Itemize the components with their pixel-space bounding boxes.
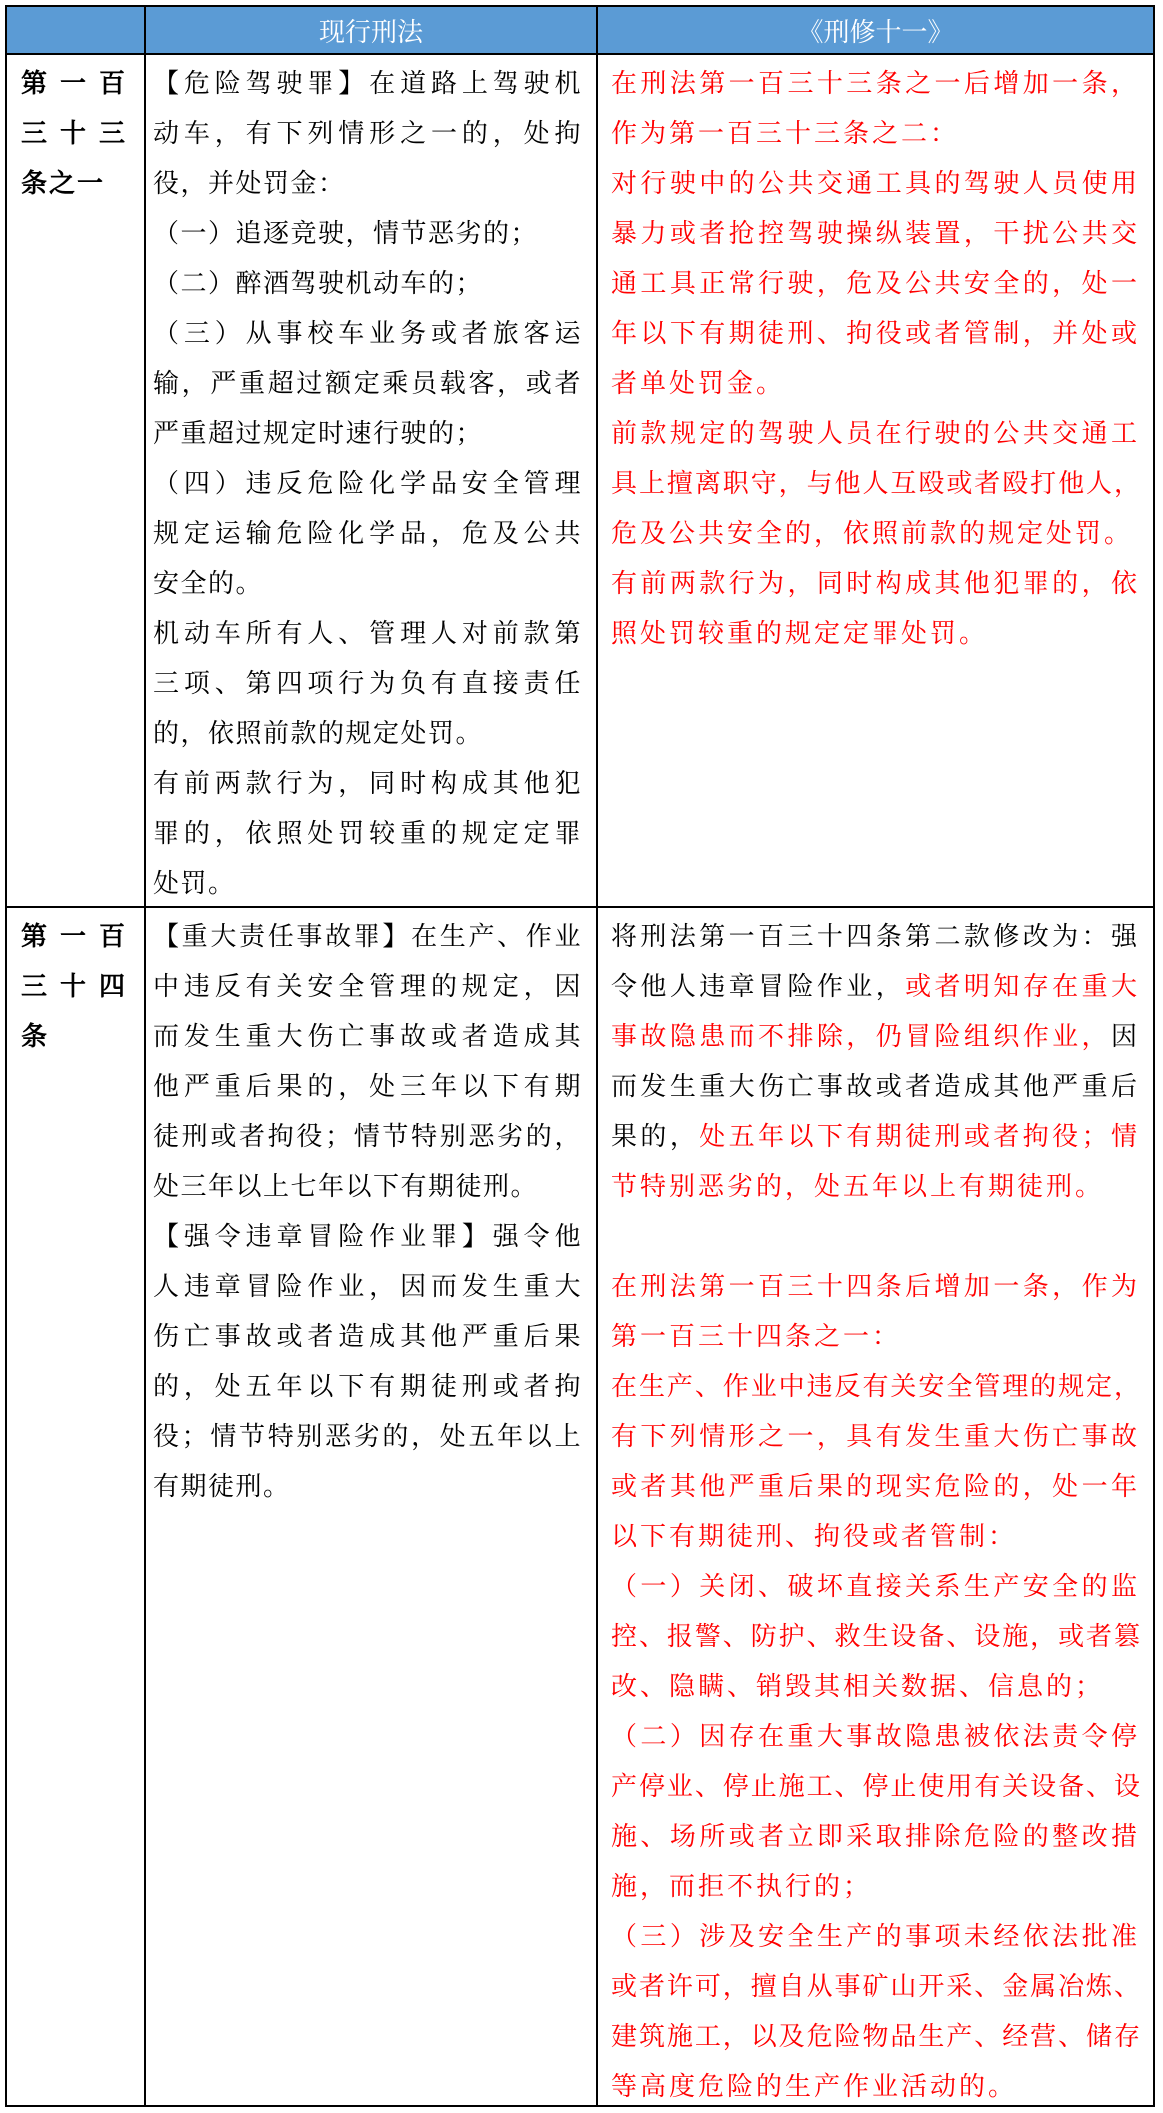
amendment-line — [611, 109, 1140, 159]
amendment-line — [611, 509, 1140, 559]
amendment-segment: （三）涉及安全生产的事项未经依法批准 — [611, 1922, 1140, 1951]
current-law-line: 徒刑或者拘役；情节特别恶劣的， — [153, 1122, 582, 1151]
amendment-cell — [598, 55, 1155, 908]
current-law-cell — [146, 908, 598, 2107]
current-law-line: 输，严重超过额定乘员载客，或者 — [153, 369, 582, 398]
current-law-line: 安全的。 — [153, 569, 264, 598]
article-label-line: 第一百 — [21, 69, 127, 98]
current-law-line: 【危险驾驶罪】在道路上驾驶机 — [153, 69, 582, 98]
amendment-segment: 或者明知存在重大 — [905, 972, 1140, 1001]
amendment-cell — [598, 908, 1155, 2107]
current-law-line: 有期徒刑。 — [153, 1472, 291, 1501]
amendment-line — [611, 1012, 1140, 1062]
amendment-segment: （一）关闭、破坏直接关系生产安全的监 — [611, 1572, 1140, 1601]
amendment-segment: 施、场所或者立即采取排除危险的整改措 — [611, 1822, 1140, 1851]
current-law-line: 严重超过规定时速行驶的； — [153, 419, 484, 448]
amendment-line — [611, 409, 1140, 459]
amendment-segment: 第一百三十四条之一： — [611, 1322, 902, 1351]
amendment-line — [611, 1062, 1140, 1112]
amendment-line — [611, 59, 1140, 109]
amendment-line — [611, 1112, 1140, 1162]
amendment-line — [611, 559, 1140, 609]
amendment-segment: 节特别恶劣的，处五年以上有期徒刑。 — [611, 1172, 1105, 1201]
amendment-segment: 以下有期徒刑、拘役或者管制： — [611, 1522, 1018, 1551]
amendment-segment: 建筑施工，以及危险物品生产、经营、储存 — [611, 2022, 1140, 2051]
amendment-segment: 对行驶中的公共交通工具的驾驶人员使用 — [611, 169, 1140, 198]
amendment-segment: 控、报警、防护、救生设备、设施，或者篡 — [611, 1622, 1140, 1651]
amendment-segment: 危及公共安全的，依照前款的规定处罚。 — [611, 519, 1134, 548]
blank-line — [611, 1212, 1140, 1262]
amendment-line — [611, 359, 1140, 409]
amendment-segment: 作为第一百三十三条之二： — [611, 119, 960, 148]
amendment-segment: 照处罚较重的规定定罪处罚。 — [611, 619, 989, 648]
amendment-line — [611, 1912, 1140, 1962]
amendment-line — [611, 1962, 1140, 2012]
current-law-line: 处罚。 — [153, 869, 236, 898]
current-law-line: 罪的，依照处罚较重的规定定罪 — [153, 819, 582, 848]
amendment-line — [611, 1512, 1140, 1562]
header-amendment-column — [598, 7, 1155, 55]
amendment-segment: （二）因存在重大事故隐患被依法责令停 — [611, 1722, 1140, 1751]
current-law-line: （四）违反危险化学品安全管理 — [153, 469, 582, 498]
amendment-line — [611, 1812, 1140, 1862]
amendment-line — [611, 159, 1140, 209]
current-law-line: 中违反有关安全管理的规定，因 — [153, 972, 582, 1001]
current-law-line: 他严重后果的，处三年以下有期 — [153, 1072, 582, 1101]
amendment-line — [611, 1312, 1140, 1362]
current-law-line: 人违章冒险作业，因而发生重大 — [153, 1272, 582, 1301]
current-law-cell — [146, 55, 598, 908]
article-label-line: 三十三 — [21, 119, 127, 148]
current-law-line: （三）从事校车业务或者旅客运 — [153, 319, 582, 348]
current-law-line: 伤亡事故或者造成其他严重后果 — [153, 1322, 582, 1351]
amendment-line — [611, 1162, 1140, 1212]
current-law-line: 的，依照前款的规定处罚。 — [153, 719, 484, 748]
amendment-segment: 暴力或者抢控驾驶操纵装置，干扰公共交 — [611, 219, 1140, 248]
current-law-line: 役，并处罚金： — [153, 169, 346, 198]
amendment-line — [611, 309, 1140, 359]
amendment-segment: 者单处罚金。 — [611, 369, 786, 398]
header-current-law-column — [146, 7, 598, 55]
amendment-segment: 年以下有期徒刑、拘役或者管制，并处或 — [611, 319, 1140, 348]
amendment-segment: 施，而拒不执行的； — [611, 1872, 873, 1901]
amendment-line — [611, 209, 1140, 259]
amendment-segment: 事故隐患而不排除，仍冒险组织作业， — [611, 1022, 1111, 1051]
amendment-line — [611, 962, 1140, 1012]
current-law-line: 规定运输危险化学品，危及公共 — [153, 519, 582, 548]
amendment-line — [611, 609, 1140, 659]
amendment-segment: 因 — [1110, 1022, 1140, 1051]
amendment-segment: 而发生重大伤亡事故或者造成其他严重后 — [611, 1072, 1140, 1101]
amendment-segment: 或者许可，擅自从事矿山开采、金属冶炼、 — [611, 1972, 1140, 2001]
article-label-line: 三十四 — [21, 972, 127, 1001]
amendment-segment: 等高度危险的生产作业活动的。 — [611, 2072, 1018, 2101]
amendment-segment: 处五年以下有期徒刑或者拘役；情 — [699, 1122, 1140, 1151]
amendment-line — [611, 1462, 1140, 1512]
current-law-line: 【强令违章冒险作业罪】强令他 — [153, 1222, 582, 1251]
amendment-line — [611, 1262, 1140, 1312]
article-cell — [7, 55, 146, 908]
article-label-line: 条 — [21, 1022, 50, 1051]
article-label-line: 条之一 — [21, 169, 106, 198]
header-amendment-label: 《刑修十一》 — [797, 16, 954, 47]
amendment-line — [611, 1862, 1140, 1912]
amendment-segment: 有下列情形之一，具有发生重大伤亡事故 — [611, 1422, 1140, 1451]
amendment-line — [611, 259, 1140, 309]
amendment-segment: 果的， — [611, 1122, 700, 1151]
amendment-segment: 在刑法第一百三十四条后增加一条，作为 — [611, 1272, 1140, 1301]
amendment-line — [611, 1412, 1140, 1462]
current-law-line: 处三年以上七年以下有期徒刑。 — [153, 1172, 539, 1201]
amendment-line — [611, 1362, 1140, 1412]
current-law-line: 【重大责任事故罪】在生产、作业 — [153, 922, 582, 951]
current-law-line: 三项、第四项行为负有直接责任 — [153, 669, 582, 698]
amendment-line — [611, 1562, 1140, 1612]
article-cell — [7, 908, 146, 2107]
current-law-line: （二）醉酒驾驶机动车的； — [153, 269, 484, 298]
header-article-column — [7, 7, 146, 55]
amendment-line — [611, 1662, 1140, 1712]
amendment-line — [611, 459, 1140, 509]
current-law-line: 而发生重大伤亡事故或者造成其 — [153, 1022, 582, 1051]
amendment-segment: 前款规定的驾驶人员在行驶的公共交通工 — [611, 419, 1140, 448]
amendment-segment: 有前两款行为，同时构成其他犯罪的，依 — [611, 569, 1140, 598]
amendment-segment: 将刑法第一百三十四条第二款修改为：强 — [611, 922, 1140, 951]
amendment-segment: 通工具正常行驶，危及公共安全的，处一 — [611, 269, 1140, 298]
current-law-line: （一）追逐竞驶，情节恶劣的； — [153, 219, 539, 248]
amendment-line — [611, 912, 1140, 962]
current-law-line: 机动车所有人、管理人对前款第 — [153, 619, 582, 648]
current-law-line: 动车，有下列情形之一的，处拘 — [153, 119, 582, 148]
amendment-segment: 或者其他严重后果的现实危险的，处一年 — [611, 1472, 1140, 1501]
amendment-line — [611, 1762, 1140, 1812]
article-label-line: 第一百 — [21, 922, 127, 951]
amendment-segment: 在刑法第一百三十三条之一后增加一条， — [611, 69, 1140, 98]
amendment-segment: 具上擅离职守，与他人互殴或者殴打他人， — [611, 469, 1140, 498]
amendment-segment: 产停业、停止施工、停止使用有关设备、设 — [611, 1772, 1140, 1801]
amendment-line — [611, 1712, 1140, 1762]
amendment-line — [611, 2012, 1140, 2062]
current-law-line: 的，处五年以下有期徒刑或者拘 — [153, 1372, 582, 1401]
amendment-segment: 改、隐瞒、销毁其相关数据、信息的； — [611, 1672, 1105, 1701]
law-comparison-table — [5, 5, 1155, 2107]
current-law-line: 役；情节特别恶劣的，处五年以上 — [153, 1422, 582, 1451]
amendment-segment: 令他人违章冒险作业， — [611, 972, 906, 1001]
amendment-line — [611, 1612, 1140, 1662]
amendment-line — [611, 2062, 1140, 2112]
current-law-line: 有前两款行为，同时构成其他犯 — [153, 769, 582, 798]
header-current-law-label: 现行刑法 — [318, 16, 423, 47]
amendment-segment: 在生产、作业中违反有关安全管理的规定， — [611, 1372, 1140, 1401]
